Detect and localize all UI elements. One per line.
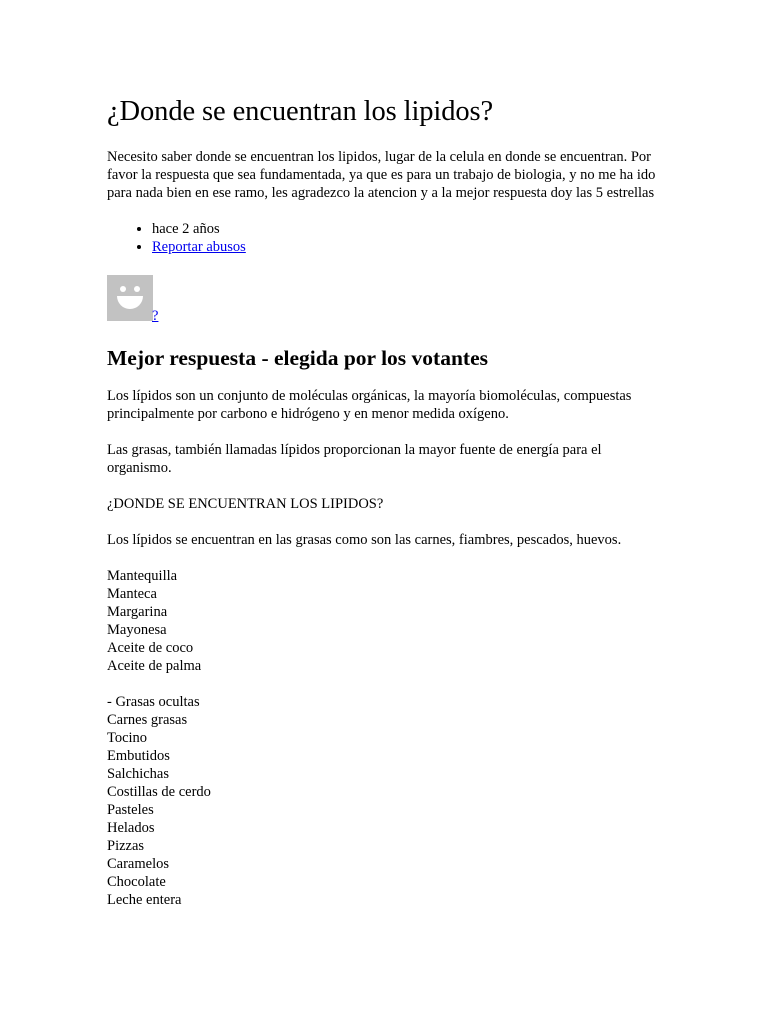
avatar-right-eye [134,286,140,292]
answer-paragraph: ¿DONDE SE ENCUENTRAN LOS LIPIDOS? [107,496,384,512]
list-item: Manteca [107,586,157,602]
list-item: Aceite de palma [107,658,202,674]
list-item: Caramelos [107,856,170,872]
avatar-left-eye [120,286,126,292]
list-item: Embutidos [107,748,170,764]
author-link[interactable]: ? [152,308,159,324]
list-item: Tocino [107,730,148,746]
list-item: Carnes grasas [107,712,188,728]
question-meta [107,220,667,256]
list-item: Pasteles [107,802,154,818]
list-item: Margarina [107,604,168,620]
question-body: Necesito saber donde se encuentran los lipidos, lugar de la celula en donde se encuentran. Por favor la respuesta que sea fundamentada, ya que es para un trabajo de biologia, y no me ha ido para nada bien en ese ramo, les agradezco la atencion y a la mejor respuesta doy las 5 estrellas [107,149,656,201]
list-item: - Grasas ocultas [107,694,200,710]
list-item: Salchichas [107,766,170,782]
smiley-avatar-icon[interactable] [107,275,153,321]
list-item: Helados [107,820,155,836]
list-item: Costillas de cerdo [107,784,211,800]
question-title: ¿Donde se encuentran los lipidos? [107,96,494,127]
list-item: Mayonesa [107,622,167,638]
best-answer-heading: Mejor respuesta - elegida por los votantes [107,346,488,370]
food-list-hidden-fats [107,693,667,909]
list-item: Leche entera [107,892,182,908]
report-abuse-link[interactable]: Reportar abusos [152,239,246,255]
report-item [152,238,667,256]
avatar-mouth [117,296,143,309]
answer-paragraph: Los lípidos se encuentran en las grasas como son las carnes, fiambres, pescados, huevos. [107,532,622,548]
question-age: • hace 2 años [152,220,667,238]
list-item: Chocolate [107,874,166,890]
answer-author [107,275,667,325]
list-item: Aceite de coco [107,640,194,656]
answer-paragraph: Los lípidos son un conjunto de moléculas orgánicas, la mayoría biomoléculas, compuestas principalmente por carbono e hidrógeno y en menor medida oxígeno. [107,388,632,422]
food-list-visible-fats [107,567,667,675]
answer-paragraph: Las grasas, también llamadas lípidos proporcionan la mayor fuente de energía para el organismo. [107,442,602,476]
list-item: Mantequilla [107,568,178,584]
content [107,95,667,909]
list-item: Pizzas [107,838,145,854]
